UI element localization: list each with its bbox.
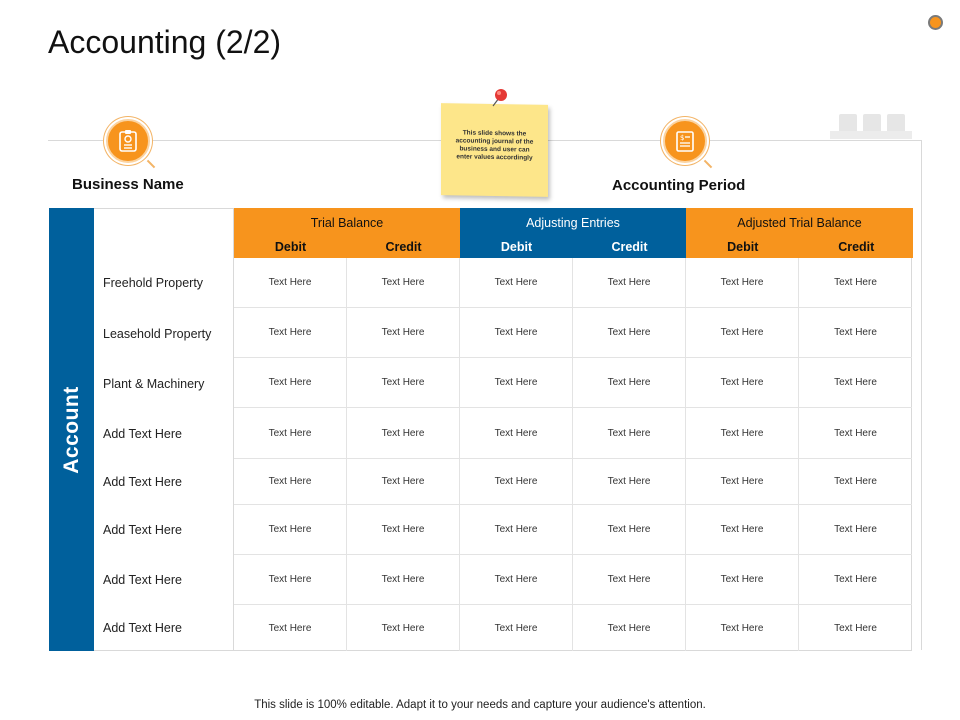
id-card-icon	[106, 119, 150, 163]
group-title: Adjusting Entries	[526, 216, 620, 230]
table-cell[interactable]: Text Here	[347, 308, 460, 358]
table-cell[interactable]: Text Here	[799, 408, 912, 459]
row-label: Add Text Here	[103, 523, 182, 537]
credit-header: Credit	[385, 240, 422, 254]
table-cell[interactable]: Text Here	[799, 358, 912, 408]
account-label: Account	[59, 385, 83, 474]
table-cell[interactable]: Text Here	[573, 555, 686, 605]
accounting-table	[233, 208, 912, 651]
group-title: Adjusted Trial Balance	[737, 216, 862, 230]
row-label: Add Text Here	[103, 427, 182, 441]
footer-note: This slide is 100% editable. Adapt it to your needs and capture your audience's attention.	[254, 699, 706, 711]
table-cell[interactable]: Text Here	[234, 408, 347, 459]
table-cell[interactable]: Text Here	[234, 459, 347, 505]
svg-text:$: $	[680, 134, 685, 142]
table-cell[interactable]: Text Here	[460, 408, 573, 459]
status-dot-icon	[928, 15, 943, 30]
row-label: Leasehold Property	[103, 327, 212, 341]
table-cell[interactable]: Text Here	[460, 308, 573, 358]
account-band	[49, 208, 94, 651]
table-cell[interactable]: Text Here	[799, 555, 912, 605]
table-cell[interactable]: Text Here	[234, 308, 347, 358]
debit-header: Debit	[274, 240, 307, 254]
table-cell[interactable]: Text Here	[799, 258, 912, 308]
business-name-label: Business Name	[72, 176, 184, 193]
table-cell[interactable]: Text Here	[799, 308, 912, 358]
table-cell[interactable]: Text Here	[347, 605, 460, 651]
row-labels-column	[94, 208, 233, 651]
table-cell[interactable]: Text Here	[573, 358, 686, 408]
table-cell[interactable]: Text Here	[799, 505, 912, 555]
table-cell[interactable]: Text Here	[686, 258, 799, 308]
table-cell[interactable]: Text Here	[834, 622, 877, 634]
table-cell[interactable]: Text Here	[234, 555, 347, 605]
table-cell[interactable]: Text Here	[460, 555, 573, 605]
accounting-period-label: Accounting Period	[612, 177, 746, 194]
table-cell[interactable]: Text Here	[686, 505, 799, 555]
decorative-base	[830, 131, 912, 139]
table-cell[interactable]: Text Here	[347, 408, 460, 459]
group-title: Trial Balance	[310, 216, 384, 230]
table-cell[interactable]: Text Here	[573, 459, 686, 505]
group-header	[234, 208, 460, 258]
table-cell[interactable]: Text Here	[460, 358, 573, 408]
debit-header: Debit	[500, 240, 533, 254]
group-header	[686, 208, 913, 258]
row-label: Add Text Here	[103, 573, 182, 587]
table-cell[interactable]: Text Here	[347, 358, 460, 408]
frame-right-border	[921, 140, 922, 650]
page-title: Accounting (2/2)	[48, 24, 282, 60]
debit-header: Debit	[727, 240, 759, 254]
table-cell[interactable]: Text Here	[347, 459, 460, 505]
row-label: Add Text Here	[103, 621, 182, 635]
table-cell[interactable]: Text Here	[347, 555, 460, 605]
row-label: Plant & Machinery	[103, 377, 205, 391]
table-cell[interactable]: Text Here	[573, 505, 686, 555]
credit-header: Credit	[838, 240, 875, 254]
invoice-icon	[663, 119, 707, 163]
table-cell[interactable]: Text Here	[347, 505, 460, 555]
table-cell[interactable]: Text Here	[234, 358, 347, 408]
table-cell[interactable]: Text Here	[460, 258, 573, 308]
table-cell[interactable]: Text Here	[686, 555, 799, 605]
table-cell[interactable]: Text Here	[686, 408, 799, 459]
table-cell[interactable]: Text Here	[573, 308, 686, 358]
table-cell[interactable]: Text Here	[234, 605, 347, 651]
table-cell[interactable]: Text Here	[460, 505, 573, 555]
table-cell[interactable]: Text Here	[573, 605, 686, 651]
row-label: Add Text Here	[103, 475, 182, 489]
table-cell[interactable]: Text Here	[573, 408, 686, 459]
table-cell[interactable]: Text Here	[686, 358, 799, 408]
row-label: Freehold Property	[103, 276, 204, 290]
table-cell[interactable]: Text Here	[686, 308, 799, 358]
sticky-note	[441, 103, 548, 197]
push-pin-icon	[489, 88, 509, 108]
table-cell[interactable]: Text Here	[686, 605, 799, 651]
table-cell[interactable]: Text Here	[234, 258, 347, 308]
table-cell[interactable]: Text Here	[347, 258, 460, 308]
table-cell[interactable]: Text Here	[234, 505, 347, 555]
group-header	[460, 208, 686, 258]
table-cell[interactable]: Text Here	[460, 605, 573, 651]
credit-header: Credit	[611, 240, 648, 254]
sticky-note-text: This slide shows the accounting journal of the business and user can enter values accordingly	[455, 129, 534, 162]
table-cell[interactable]: Text Here	[460, 459, 573, 505]
table-cell[interactable]: Text Here	[573, 258, 686, 308]
table-cell[interactable]: Text Here	[686, 459, 799, 505]
table-cell[interactable]: Text Here	[799, 459, 912, 505]
